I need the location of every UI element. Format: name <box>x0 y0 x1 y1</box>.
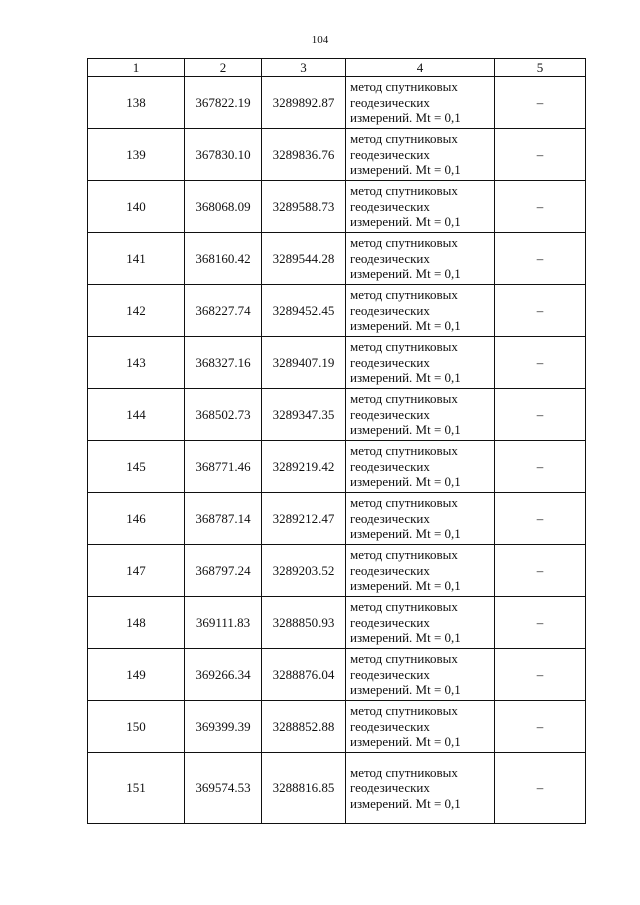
method-line: метод спутниковых <box>350 651 458 667</box>
page-number: 104 <box>311 34 329 46</box>
note-cell: – <box>495 597 586 649</box>
note-cell: – <box>495 233 586 285</box>
method-line: метод спутниковых <box>350 764 458 780</box>
table-row <box>88 493 586 545</box>
method-line: геодезических <box>350 146 430 162</box>
method-line: геодезических <box>350 198 430 214</box>
point-number-cell: 140 <box>88 181 185 233</box>
table-row <box>88 649 586 701</box>
y-coordinate-cell: 3288850.93 <box>262 597 346 649</box>
point-number-cell: 150 <box>88 701 185 753</box>
table-row <box>88 701 586 753</box>
method-line: метод спутниковых <box>350 339 458 355</box>
method-line: измерений. Mt = 0,1 <box>350 630 461 646</box>
y-coordinate-cell: 3289407.19 <box>262 337 346 389</box>
method-line: измерений. Mt = 0,1 <box>350 110 461 126</box>
method-line: метод спутниковых <box>350 703 458 719</box>
note-cell: – <box>495 389 586 441</box>
table-row <box>88 181 586 233</box>
method-line: геодезических <box>350 94 430 110</box>
method-line: геодезических <box>350 510 430 526</box>
y-coordinate-cell: 3289212.47 <box>262 493 346 545</box>
table-row <box>88 285 586 337</box>
point-number-cell: 151 <box>88 753 185 824</box>
method-line: измерений. Mt = 0,1 <box>350 162 461 178</box>
y-coordinate-cell: 3289203.52 <box>262 545 346 597</box>
table-row <box>88 753 586 824</box>
method-cell <box>346 285 495 337</box>
x-coordinate-cell: 368227.74 <box>185 285 262 337</box>
method-line: метод спутниковых <box>350 495 458 511</box>
method-line: измерений. Mt = 0,1 <box>350 734 461 750</box>
method-line: геодезических <box>350 562 430 578</box>
method-cell <box>346 493 495 545</box>
note-cell: – <box>495 285 586 337</box>
method-line: геодезических <box>350 780 430 796</box>
point-number-cell: 144 <box>88 389 185 441</box>
point-number-cell: 142 <box>88 285 185 337</box>
y-coordinate-cell: 3289588.73 <box>262 181 346 233</box>
y-coordinate-cell: 3289544.28 <box>262 233 346 285</box>
table-row <box>88 389 586 441</box>
method-line: метод спутниковых <box>350 547 458 563</box>
method-line: измерений. Mt = 0,1 <box>350 578 461 594</box>
point-number-cell: 141 <box>88 233 185 285</box>
y-coordinate-cell: 3288816.85 <box>262 753 346 824</box>
method-line: метод спутниковых <box>350 443 458 459</box>
header-row <box>88 59 586 77</box>
column-header-4: 4 <box>346 59 495 77</box>
method-line: измерений. Mt = 0,1 <box>350 318 461 334</box>
note-cell: – <box>495 337 586 389</box>
method-line: геодезических <box>350 666 430 682</box>
note-cell: – <box>495 545 586 597</box>
table-row <box>88 129 586 181</box>
note-cell: – <box>495 701 586 753</box>
table-body <box>88 77 586 824</box>
table-row <box>88 597 586 649</box>
method-cell <box>346 441 495 493</box>
x-coordinate-cell: 368502.73 <box>185 389 262 441</box>
x-coordinate-cell: 367830.10 <box>185 129 262 181</box>
x-coordinate-cell: 369574.53 <box>185 753 262 824</box>
x-coordinate-cell: 368160.42 <box>185 233 262 285</box>
x-coordinate-cell: 368327.16 <box>185 337 262 389</box>
note-cell: – <box>495 129 586 181</box>
method-line: метод спутниковых <box>350 235 458 251</box>
note-cell: – <box>495 441 586 493</box>
method-line: измерений. Mt = 0,1 <box>350 474 461 490</box>
x-coordinate-cell: 368771.46 <box>185 441 262 493</box>
note-cell: – <box>495 77 586 129</box>
method-cell <box>346 753 495 824</box>
method-line: геодезических <box>350 354 430 370</box>
x-coordinate-cell: 368797.24 <box>185 545 262 597</box>
method-cell <box>346 337 495 389</box>
method-cell <box>346 129 495 181</box>
point-number-cell: 145 <box>88 441 185 493</box>
point-number-cell: 139 <box>88 129 185 181</box>
method-cell <box>346 181 495 233</box>
column-header-5: 5 <box>495 59 586 77</box>
method-line: метод спутниковых <box>350 599 458 615</box>
method-line: геодезических <box>350 614 430 630</box>
method-line: измерений. Mt = 0,1 <box>350 266 461 282</box>
method-line: геодезических <box>350 302 430 318</box>
method-line: измерений. Mt = 0,1 <box>350 214 461 230</box>
point-number-cell: 147 <box>88 545 185 597</box>
column-header-1: 1 <box>88 59 185 77</box>
method-line: измерений. Mt = 0,1 <box>350 682 461 698</box>
x-coordinate-cell: 368787.14 <box>185 493 262 545</box>
method-line: геодезических <box>350 718 430 734</box>
method-line: геодезических <box>350 250 430 266</box>
y-coordinate-cell: 3289892.87 <box>262 77 346 129</box>
x-coordinate-cell: 369111.83 <box>185 597 262 649</box>
note-cell: – <box>495 753 586 824</box>
method-cell <box>346 701 495 753</box>
method-line: измерений. Mt = 0,1 <box>350 795 461 811</box>
method-cell <box>346 233 495 285</box>
point-number-cell: 143 <box>88 337 185 389</box>
table-row <box>88 337 586 389</box>
method-line: метод спутниковых <box>350 79 458 95</box>
table-row <box>88 441 586 493</box>
y-coordinate-cell: 3289219.42 <box>262 441 346 493</box>
column-header-3: 3 <box>262 59 346 77</box>
method-cell <box>346 545 495 597</box>
y-coordinate-cell: 3289452.45 <box>262 285 346 337</box>
method-cell <box>346 597 495 649</box>
column-header-2: 2 <box>185 59 262 77</box>
method-cell <box>346 649 495 701</box>
x-coordinate-cell: 368068.09 <box>185 181 262 233</box>
table-row <box>88 233 586 285</box>
method-line: метод спутниковых <box>350 183 458 199</box>
coordinates-table <box>87 58 586 824</box>
note-cell: – <box>495 493 586 545</box>
method-line: геодезических <box>350 458 430 474</box>
table-row <box>88 545 586 597</box>
method-cell <box>346 389 495 441</box>
point-number-cell: 146 <box>88 493 185 545</box>
note-cell: – <box>495 181 586 233</box>
point-number-cell: 149 <box>88 649 185 701</box>
y-coordinate-cell: 3288852.88 <box>262 701 346 753</box>
method-line: измерений. Mt = 0,1 <box>350 422 461 438</box>
method-line: метод спутниковых <box>350 131 458 147</box>
y-coordinate-cell: 3289347.35 <box>262 389 346 441</box>
method-line: геодезических <box>350 406 430 422</box>
x-coordinate-cell: 369399.39 <box>185 701 262 753</box>
point-number-cell: 138 <box>88 77 185 129</box>
method-line: измерений. Mt = 0,1 <box>350 370 461 386</box>
method-cell <box>346 77 495 129</box>
method-line: метод спутниковых <box>350 287 458 303</box>
y-coordinate-cell: 3289836.76 <box>262 129 346 181</box>
note-cell: – <box>495 649 586 701</box>
y-coordinate-cell: 3288876.04 <box>262 649 346 701</box>
point-number-cell: 148 <box>88 597 185 649</box>
x-coordinate-cell: 367822.19 <box>185 77 262 129</box>
method-line: метод спутниковых <box>350 391 458 407</box>
table-row <box>88 77 586 129</box>
method-line: измерений. Mt = 0,1 <box>350 526 461 542</box>
x-coordinate-cell: 369266.34 <box>185 649 262 701</box>
